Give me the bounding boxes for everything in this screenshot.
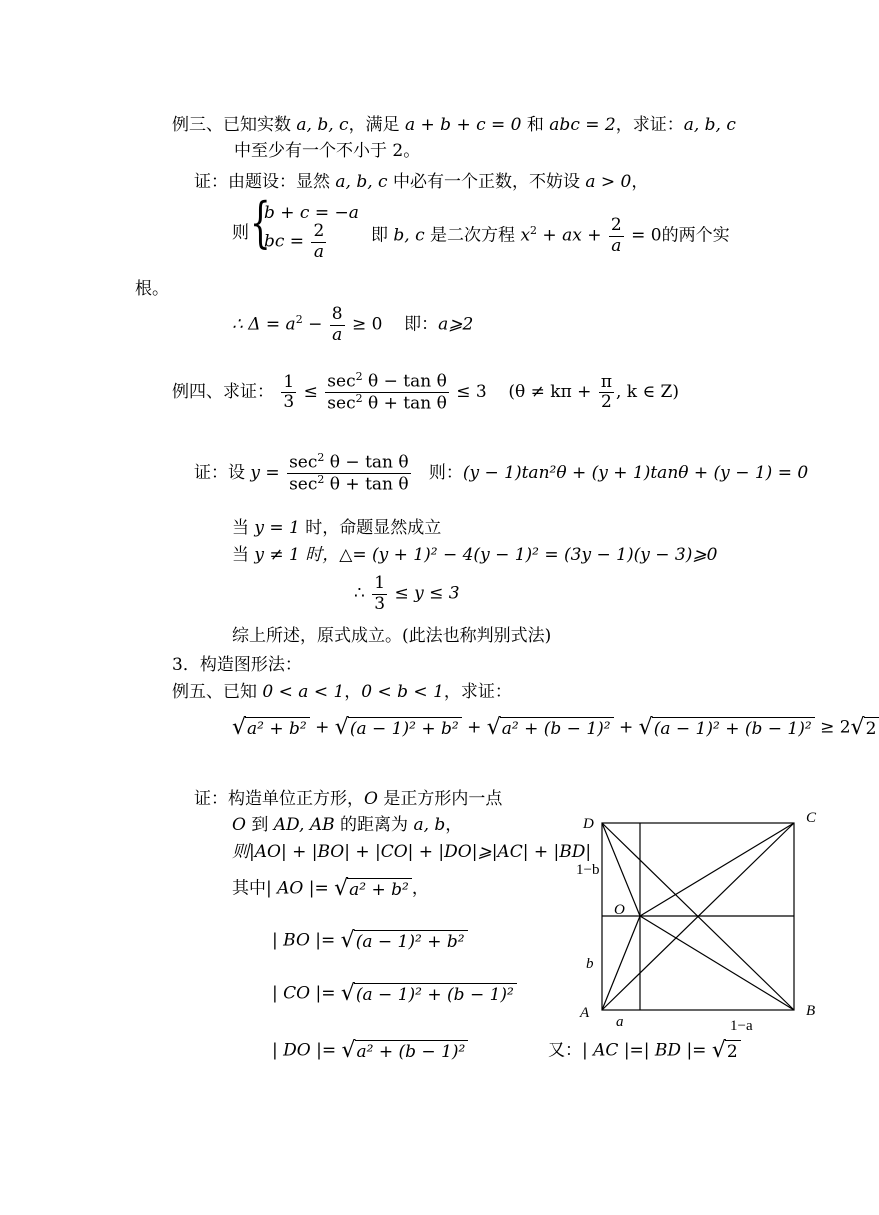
ex5-proof-line1: 证：构造单位正方形，O 是正方形内一点 <box>194 789 503 809</box>
ex4-statement: 例四、求证： $\frac{1}{3}$ ≤ $\frac{\sec^2 \theta - \tan \theta}{\sec^2 \theta + \tan \theta}$ ≤ 3 (θ ≠ kπ + $\frac{\pi}{2}$ , k ∈ Z) <box>172 370 679 414</box>
ex5-co: | CO |= √ (a − 1)² + (b − 1)² <box>272 983 517 1005</box>
segment-DO <box>602 823 640 916</box>
label-A: A <box>580 1005 590 1021</box>
ex3-then-label: 则 <box>232 223 249 243</box>
ex4-conclusion: 综上所述，原式成立。(此法也称判别式法) <box>232 626 552 646</box>
square-outline <box>602 823 794 1010</box>
ex5-proof-line2: O 到 AD, AB 的距离为 a, b， <box>232 815 463 835</box>
ex3-line1: 例三、已知实数 a, b, c，满足 a + b + c = 0 和 abc = 2，求证：a, b, c <box>172 115 736 135</box>
ex5-inequality: √ a² + b² + √ (a − 1)² + b² + √ a² + (b − 1)² + √ (a − 1)² + (b − 1)² ≥ 2 √ 2 <box>232 717 879 739</box>
segment-BO <box>640 916 794 1010</box>
ex3-system-eq1: b + c = −a <box>264 203 359 223</box>
section-3-title: 3．构造图形法： <box>172 655 302 675</box>
ex5-statement: 例五、已知 0 < a < 1，0 < b < 1，求证： <box>172 682 512 702</box>
diagonal-AC <box>602 823 794 1010</box>
label-B: B <box>806 1003 816 1019</box>
diagonal-BD <box>602 823 794 1010</box>
ex5-ac-bd: 又：| AC |=| BD |= √ 2 <box>548 1040 741 1062</box>
ex3-line2: 中至少有一个不小于 2。 <box>234 141 421 161</box>
label-1-b: 1−b <box>576 862 600 878</box>
label-b: b <box>586 956 594 972</box>
label-a: a <box>616 1014 624 1030</box>
label-1-a: 1−a <box>730 1018 753 1034</box>
ex3-system-brace: { <box>250 191 271 254</box>
ex5-bo: | BO |= √ (a − 1)² + b² <box>272 930 468 952</box>
label-O: O <box>614 902 625 918</box>
ex3-discriminant: ∴ $\Delta = a^2$ − $\frac{8}{a}$ ≥ 0 即：a⩾2 <box>232 304 474 345</box>
label-C: C <box>806 810 817 826</box>
ex4-case2: 当 y ≠ 1 时，△= (y + 1)² − 4(y − 1)² = (3y − 1)(y − 3)⩾0 <box>232 545 718 565</box>
ex3-quadratic-statement: 即 b, c 是二次方程 $x^2$ + ax + $\frac{2}{a}$ = 0的两个实 <box>371 215 730 256</box>
ex3-root-text: 根。 <box>135 279 169 299</box>
ex5-ao: 其中| AO |= √ a² + b² ， <box>232 876 429 902</box>
ex3-system-eq2: bc = $\frac{2}{a}$ <box>264 221 325 262</box>
ex4-proof-line: 证：设 y = $\frac{\sec^2 \theta - \tan \theta}{\sec^2 \theta + \tan \theta}$ 则：(y − 1)tan²θ + (y + 1)tanθ + (y − 1) = 0 <box>194 451 809 495</box>
ex5-proof-line3: 则|AO| + |BO| + |CO| + |DO|⩾|AC| + |BD| <box>232 842 592 862</box>
ex5-do: | DO |= √ a² + (b − 1)² <box>272 1040 468 1062</box>
segment-CO <box>640 823 794 916</box>
ex3-proof-line: 证：由题设：显然 a, b, c 中必有一个正数，不妨设 a > 0， <box>194 172 649 192</box>
ex4-case1: 当 y = 1 时，命题显然成立 <box>232 518 442 538</box>
segment-AO <box>602 916 640 1010</box>
ex4-result: ∴ $\frac{1}{3}$ ≤ y ≤ 3 <box>354 573 460 614</box>
label-D: D <box>583 816 594 832</box>
